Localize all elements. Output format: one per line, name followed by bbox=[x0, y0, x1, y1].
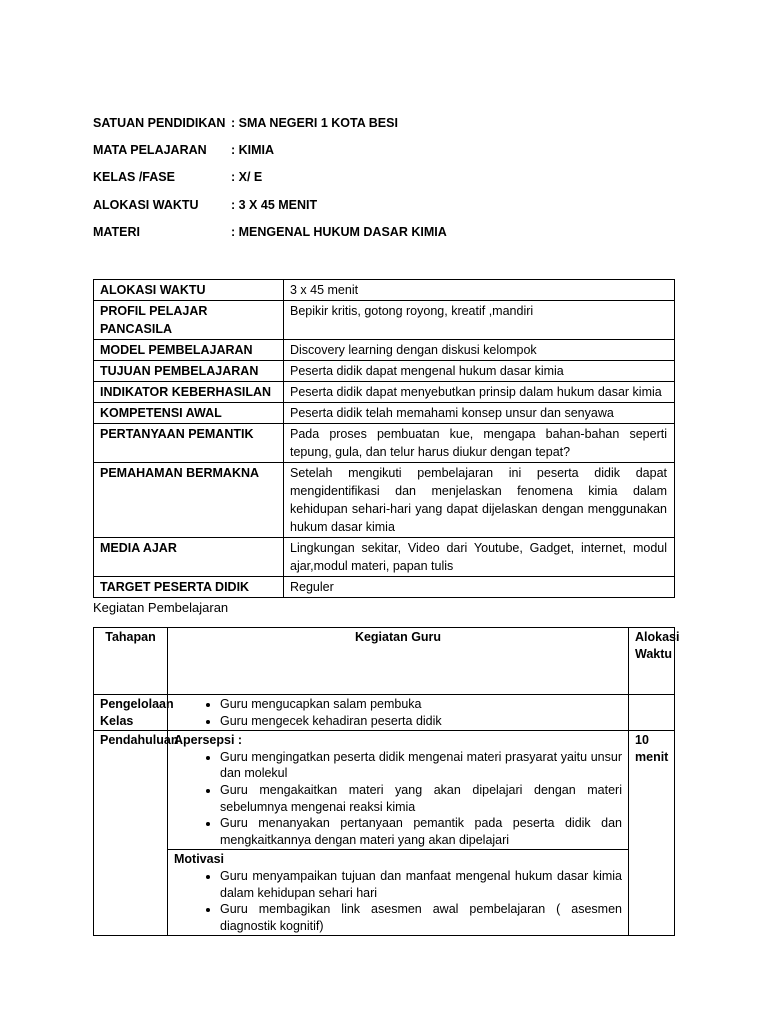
table-row bbox=[94, 577, 675, 598]
info-value: Discovery learning dengan diskusi kelompok bbox=[284, 340, 675, 361]
col-header-tahapan: Tahapan bbox=[94, 628, 168, 695]
time-cell: 10 menit bbox=[629, 731, 675, 936]
table-row bbox=[94, 731, 675, 850]
table-row bbox=[94, 340, 675, 361]
header-row-materi bbox=[93, 225, 693, 252]
activity-cell bbox=[168, 695, 629, 731]
table-row bbox=[94, 424, 675, 463]
activity-cell bbox=[168, 850, 629, 936]
info-key: TUJUAN PEMBELAJARAN bbox=[94, 361, 284, 382]
list-item: • Guru mengakaitkan materi yang akan dipelajari dengan materi sebelumnya mengenai reaksi kimia bbox=[220, 782, 622, 815]
table-row bbox=[94, 463, 675, 538]
list-item: • Guru membagikan link asesmen awal pembelajaran ( asesmen diagnostik kognitif) bbox=[220, 901, 622, 934]
info-key: INDIKATOR KEBERHASILAN bbox=[94, 382, 284, 403]
col-header-waktu: Alokasi Waktu bbox=[629, 628, 675, 695]
info-key: MODEL PEMBELAJARAN bbox=[94, 340, 284, 361]
stage-label: Pengelolaan Kelas bbox=[94, 695, 168, 731]
table-row bbox=[94, 538, 675, 577]
header-row-kelas bbox=[93, 170, 693, 197]
list-item: • Guru mengecek kehadiran peserta didik bbox=[220, 713, 622, 730]
table-row bbox=[94, 695, 675, 731]
info-value: 3 x 45 menit bbox=[284, 280, 675, 301]
header-row-mapel bbox=[93, 143, 693, 170]
info-value: Reguler bbox=[284, 577, 675, 598]
stage-label: Pendahuluan bbox=[94, 731, 168, 936]
info-key: PROFIL PELAJAR PANCASILA bbox=[94, 301, 284, 340]
info-key: PEMAHAMAN BERMAKNA bbox=[94, 463, 284, 538]
table-row bbox=[94, 301, 675, 340]
table-row bbox=[94, 850, 675, 936]
info-key: KOMPETENSI AWAL bbox=[94, 403, 284, 424]
activity-list bbox=[174, 696, 622, 729]
col-header-kegiatan: Kegiatan Guru bbox=[168, 628, 629, 695]
subsection-title-apersepsi: Apersepsi : bbox=[174, 733, 243, 748]
kegiatan-table bbox=[93, 627, 680, 936]
subsection-title-motivasi: Motivasi bbox=[174, 852, 225, 867]
header-label: SATUAN PENDIDIKAN bbox=[93, 116, 226, 130]
info-value: Lingkungan sekitar, Video dari Youtube, Gadget, internet, modul ajar,modul materi, papan tulis bbox=[284, 538, 675, 577]
header-label: MATERI bbox=[93, 224, 140, 239]
header-row-alokasi bbox=[93, 198, 693, 225]
info-key: MEDIA AJAR bbox=[94, 538, 284, 577]
table-header-row bbox=[94, 628, 675, 695]
info-key: PERTANYAAN PEMANTIK bbox=[94, 424, 284, 463]
info-value: Peserta didik dapat menyebutkan prinsip dalam hukum dasar kimia bbox=[284, 382, 675, 403]
info-table bbox=[93, 279, 675, 598]
table-row bbox=[94, 403, 675, 424]
section-title: Kegiatan Pembelajaran bbox=[93, 600, 229, 615]
activity-cell bbox=[168, 731, 629, 850]
header-value: : SMA NEGERI 1 KOTA BESI bbox=[231, 116, 398, 130]
activity-list bbox=[174, 749, 622, 849]
table-row bbox=[94, 382, 675, 403]
info-value: Peserta didik dapat mengenal hukum dasar kimia bbox=[284, 361, 675, 382]
info-key: TARGET PESERTA DIDIK bbox=[94, 577, 284, 598]
header-value: : 3 X 45 MENIT bbox=[231, 197, 318, 212]
info-value: Peserta didik telah memahami konsep unsur dan senyawa bbox=[284, 403, 675, 424]
list-item: • Guru menyampaikan tujuan dan manfaat mengenal hukum dasar kimia dalam kehidupan sehari hari bbox=[220, 868, 622, 901]
header-label: MATA PELAJARAN bbox=[93, 143, 207, 158]
header-value: : X/ E bbox=[231, 170, 263, 185]
info-key: ALOKASI WAKTU bbox=[94, 280, 284, 301]
info-value: Setelah mengikuti pembelajaran ini peserta didik dapat mengidentifikasi dan menjelaskan fenomena kimia dalam kehidupan sehari-hari yang dapat dijelaskan dengan menggunakan hukum dasar kimia bbox=[284, 463, 675, 538]
document-header bbox=[93, 116, 693, 252]
header-label: KELAS /FASE bbox=[93, 170, 175, 185]
table-row bbox=[94, 280, 675, 301]
header-label: ALOKASI WAKTU bbox=[93, 197, 199, 212]
activity-list bbox=[174, 868, 622, 934]
time-cell bbox=[629, 695, 675, 731]
header-value: : MENGENAL HUKUM DASAR KIMIA bbox=[231, 224, 447, 239]
info-value: Bepikir kritis, gotong royong, kreatif ,mandiri bbox=[284, 301, 675, 340]
list-item: • Guru mengingatkan peserta didik mengenai materi prasyarat yaitu unsur dan molekul bbox=[220, 749, 622, 782]
info-value: Pada proses pembuatan kue, mengapa bahan-bahan seperti tepung, gula, dan telur harus diukur dengan tepat? bbox=[284, 424, 675, 463]
header-row-satuan bbox=[93, 116, 693, 143]
list-item: • Guru mengucapkan salam pembuka bbox=[220, 696, 622, 713]
list-item: • Guru menanyakan pertanyaan pemantik pada peserta didik dan mengkaitkannya dengan materi yang akan dipelajari bbox=[220, 815, 622, 848]
header-value: : KIMIA bbox=[231, 143, 275, 158]
table-row bbox=[94, 361, 675, 382]
